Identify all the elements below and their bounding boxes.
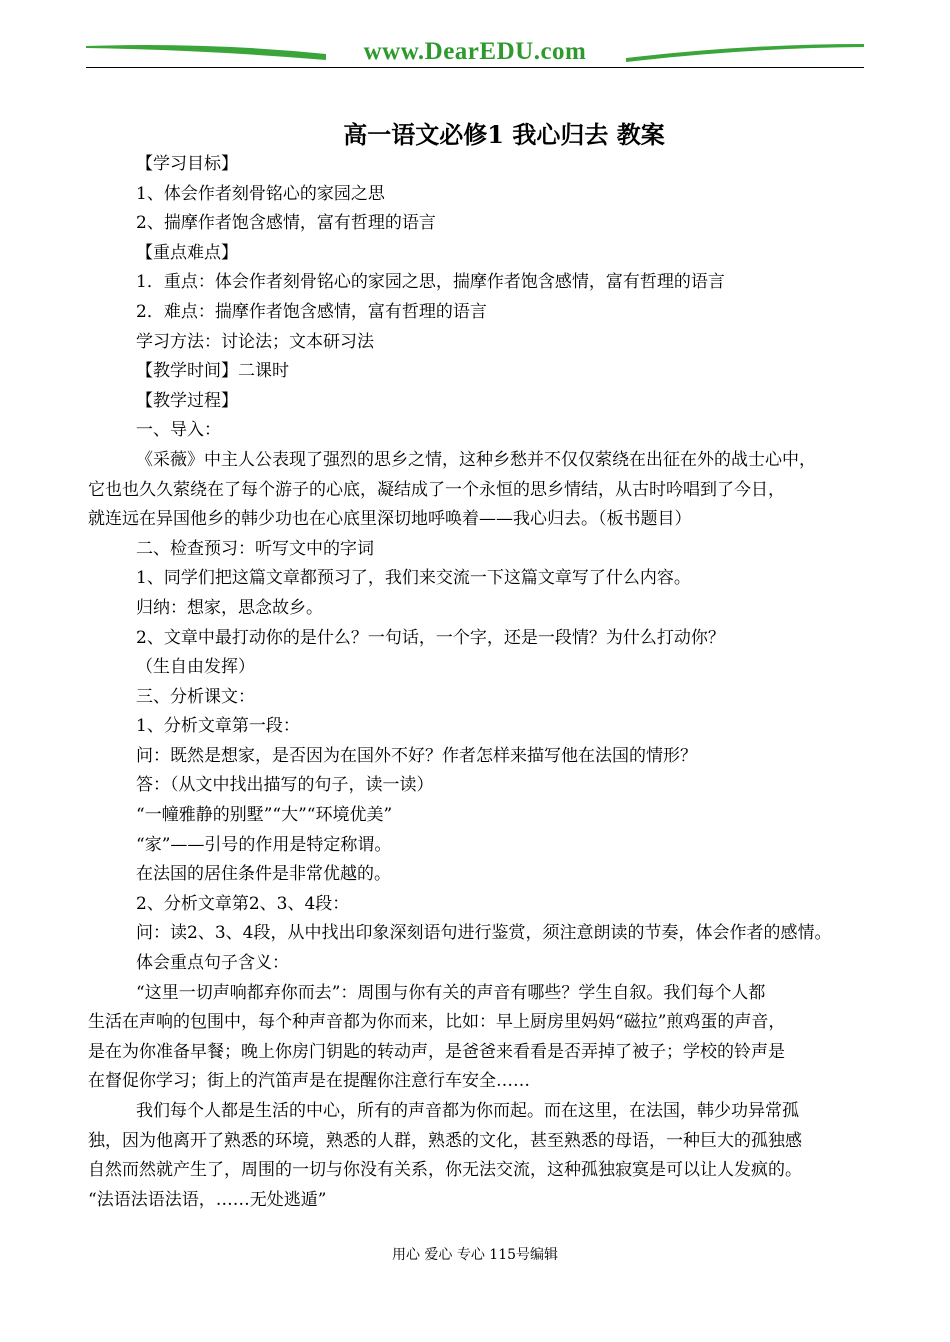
text-line: 一、导入： xyxy=(136,420,221,441)
text-line: 二、检查预习：听写文中的字词 xyxy=(136,538,374,559)
text-line: 问：读2、3、4段，从中找出印象深刻语句进行鉴赏，须注意朗读的节奏，体会作者的感情。 xyxy=(136,923,832,944)
page-footer: 用心 爱心 专心 115号编辑 xyxy=(391,1247,559,1263)
text-line: “法语法语法语，……无处逃遁” xyxy=(88,1189,327,1210)
text-line: 生活在声响的包围中，每个种声音都为你而来，比如：早上厨房里妈妈“磁拉”煎鸡蛋的声音， xyxy=(88,1012,786,1033)
text-line: （生自由发挥） xyxy=(136,657,255,678)
text-line: 就连远在异国他乡的韩少功也在心底里深切地呼唤着——我心归去。（板书题目） xyxy=(88,509,692,530)
section-heading-objectives: 【学习目标】 xyxy=(136,154,238,174)
text-line: 自然而然就产生了，周围的一切与你没有关系，你无法交流，这种孤独寂寞是可以让人发疯的。 xyxy=(88,1160,802,1181)
text-line: 归纳：想家，思念故乡。 xyxy=(136,597,323,618)
text-line: 学习方法：讨论法；文本研习法 xyxy=(136,331,374,352)
text-line: 我们每个人都是生活的中心，所有的声音都为你而起。而在这里，在法国，韩少功异常孤 xyxy=(136,1101,799,1121)
text-line: “家”——引号的作用是特定称谓。 xyxy=(136,834,392,855)
text-line: 2、文章中最打动你的是什么？一句话，一个字，还是一段情？为什么打动你？ xyxy=(136,627,725,648)
section-heading-keypoints: 【重点难点】 xyxy=(136,242,238,263)
site-logo[interactable]: www.DearEDU.com xyxy=(363,38,587,65)
site-header xyxy=(86,36,864,70)
text-line: 1．重点：体会作者刻骨铭心的家园之思，揣摩作者饱含感情，富有哲理的语言 xyxy=(136,272,725,293)
text-line: 2、揣摩作者饱含感情，富有哲理的语言 xyxy=(136,213,436,234)
text-line: 在督促你学习；街上的汽笛声是在提醒你注意行车安全…… xyxy=(88,1071,530,1092)
document-body xyxy=(88,150,880,1215)
text-line: 答：（从文中找出描写的句子，读一读） xyxy=(136,775,434,796)
text-line: 它也也久久萦绕在了每个游子的心底，凝结成了一个永恒的思乡情结，从古时吟唱到了今日， xyxy=(88,479,785,500)
header-divider xyxy=(86,67,864,68)
text-line: 1、分析文章第一段： xyxy=(136,716,300,737)
text-line: 2．难点：揣摩作者饱含感情，富有哲理的语言 xyxy=(136,301,487,322)
text-line: 体会重点句子含义： xyxy=(136,953,289,974)
text-line: 《采薇》中主人公表现了强烈的思乡之情，这种乡愁并不仅仅萦绕在出征在外的战士心中， xyxy=(136,449,816,470)
text-line: 2、分析文章第2、3、4段： xyxy=(136,893,350,914)
text-line: 三、分析课文： xyxy=(136,686,255,707)
section-heading-time: 【教学时间】二课时 xyxy=(136,361,289,382)
text-line: “一幢雅静的别墅”“大”“环境优美” xyxy=(136,805,393,826)
text-line: 在法国的居住条件是非常优越的。 xyxy=(136,864,391,885)
text-line: 1、体会作者刻骨铭心的家园之思 xyxy=(136,183,385,204)
text-line: 独，因为他离开了熟悉的环境，熟悉的人群，熟悉的文化，甚至熟悉的母语，一种巨大的孤独感 xyxy=(88,1130,802,1151)
text-line: 是在为你准备早餐；晚上你房门钥匙的转动声，是爸爸来看看是否弄掉了被子；学校的铃声是 xyxy=(88,1041,785,1062)
section-heading-process: 【教学过程】 xyxy=(136,390,238,411)
page-title: 高一语文必修1 我心归去 教案 xyxy=(343,120,665,149)
text-line: 1、同学们把这篇文章都预习了，我们来交流一下这篇文章写了什么内容。 xyxy=(136,568,691,589)
text-line: 问：既然是想家，是否因为在国外不好？作者怎样来描写他在法国的情形？ xyxy=(136,745,697,766)
text-line: “这里一切声响都弃你而去”：周围与你有关的声音有哪些？学生自叙。我们每个人都 xyxy=(136,982,766,1003)
